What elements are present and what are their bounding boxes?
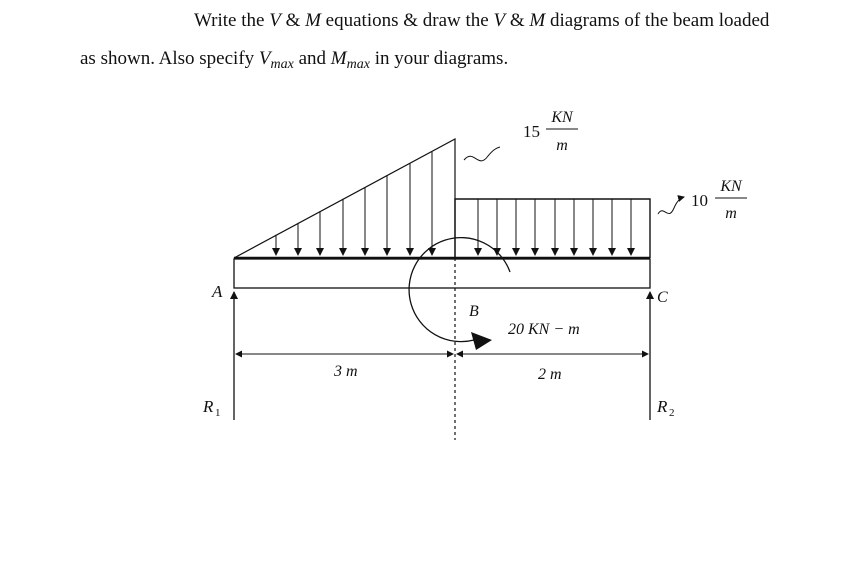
line1-seg-1: V — [269, 10, 281, 31]
point-c-label: C — [657, 289, 668, 306]
triangular-load-arrow-head — [339, 248, 347, 256]
reaction-left-label — [202, 397, 221, 419]
load-uniform-unit-num: KN — [720, 178, 742, 195]
uniform-load-arrows — [474, 199, 635, 256]
triangular-load-arrow-head — [294, 248, 302, 256]
line1-seg-8: diagrams of the beam loaded — [545, 10, 770, 31]
dimension-left-label: 3 m — [334, 363, 358, 380]
mmax-symbol: M — [330, 48, 347, 69]
load-peak-unit-den: m — [556, 137, 568, 154]
point-b-label: B — [469, 303, 479, 320]
vmax-subscript: max — [270, 57, 294, 72]
point-a-label: A — [212, 282, 223, 301]
couple-arc — [409, 238, 510, 342]
uniform-load-arrow-head — [551, 248, 559, 256]
uniform-load-arrow-head — [512, 248, 520, 256]
triangular-load-arrows — [272, 151, 436, 256]
triangular-load — [234, 139, 455, 258]
uniform-load-arrow-head — [474, 248, 482, 256]
reaction-right-symbol: R — [657, 397, 668, 416]
triangular-load-arrow-head — [383, 248, 391, 256]
uniform-load-arrow-head — [531, 248, 539, 256]
reaction-right-label — [656, 397, 675, 419]
line1-seg-7: M — [529, 10, 546, 31]
triangular-load-arrow-head — [316, 248, 324, 256]
reaction-right-subscript: 2 — [669, 407, 675, 419]
line2-suffix: in your diagrams. — [369, 48, 509, 69]
triangular-load-arrow-head — [428, 248, 436, 256]
and-word: and — [293, 48, 331, 69]
moment-label: 20 KN − m — [508, 321, 580, 338]
uniform-load — [455, 199, 650, 258]
uniform-load-arrow-head — [570, 248, 578, 256]
line1-seg-4: equations & draw the — [320, 10, 494, 31]
mmax-subscript: max — [346, 57, 370, 72]
triangular-load-arrow-head — [272, 248, 280, 256]
leader-uniform — [658, 197, 684, 214]
line1-seg-6: & — [505, 10, 530, 31]
line1-seg-5: V — [493, 10, 506, 31]
reaction-left-subscript: 1 — [215, 407, 221, 419]
reaction-left-symbol: R — [203, 397, 214, 416]
line1-seg-2: & — [280, 10, 306, 31]
dimension-right-label: 2 m — [538, 366, 562, 383]
load-peak-label — [523, 109, 578, 154]
beam — [234, 259, 650, 288]
triangular-load-arrow-head — [361, 248, 369, 256]
load-peak-unit-num: KN — [551, 109, 573, 126]
load-uniform-unit-den: m — [725, 205, 737, 222]
vmax-symbol: V — [258, 48, 271, 69]
uniform-load-arrow-head — [627, 248, 635, 256]
line1-seg-3: M — [305, 10, 321, 31]
line2-prefix: as shown. Also specify — [80, 48, 259, 69]
triangular-load-arrow-head — [406, 248, 414, 256]
uniform-load-arrow-head — [608, 248, 616, 256]
load-uniform-label — [691, 178, 747, 222]
couple-arrowhead — [471, 332, 492, 350]
load-uniform-coef: 10 — [691, 191, 708, 210]
uniform-load-arrow-head — [589, 248, 597, 256]
line1-seg-0: Write the — [194, 10, 270, 31]
leader-peak — [464, 147, 500, 161]
load-peak-coef: 15 — [523, 122, 540, 141]
